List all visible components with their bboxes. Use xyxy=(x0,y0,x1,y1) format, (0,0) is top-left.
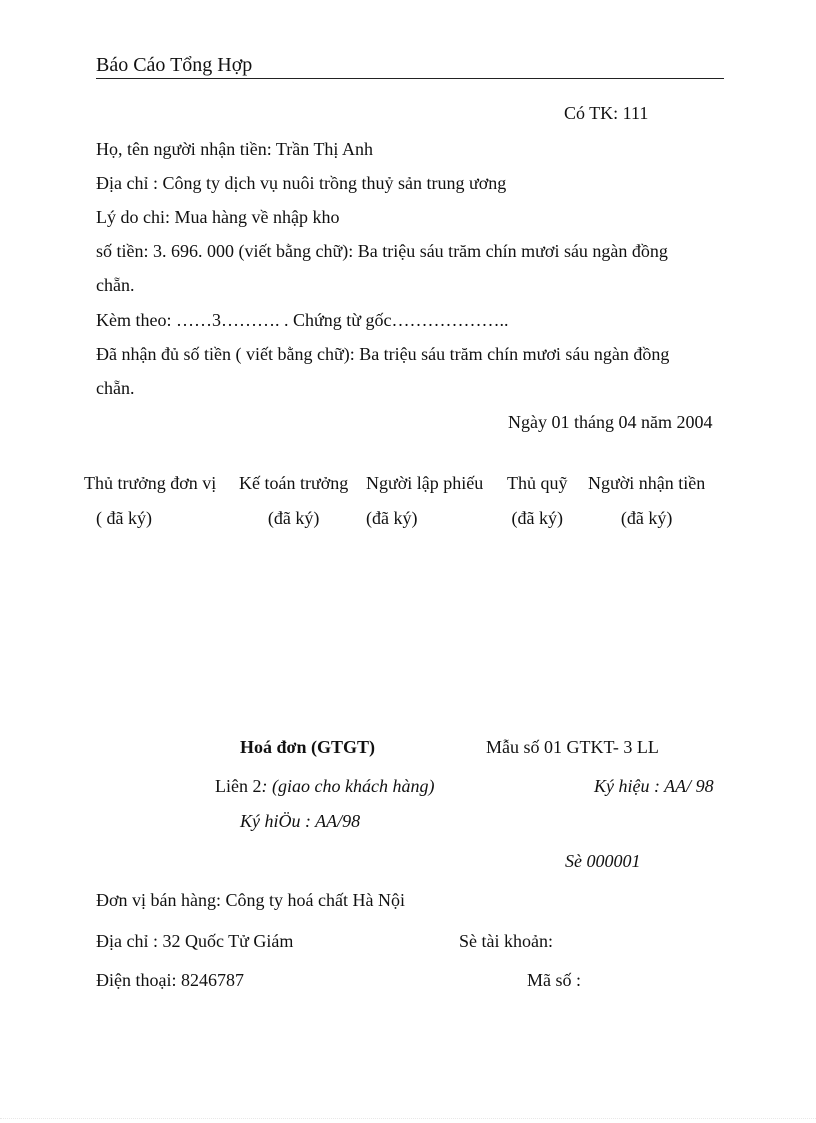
signature-block xyxy=(84,474,216,527)
signature-status: ( đã ký) xyxy=(96,508,152,528)
signature-block xyxy=(507,474,568,527)
signature-role: Thủ quỹ xyxy=(507,473,568,493)
seller-bank-account: Sè tài khoản: xyxy=(459,931,553,951)
signature-status: (đã ký) xyxy=(267,508,320,528)
signature-status: (đã ký) xyxy=(366,508,418,528)
invoice-symbol: Ký hiệu : AA/ 98 xyxy=(594,776,714,796)
recipient-name: Họ, tên người nhận tiền: Trần Thị Anh xyxy=(96,139,373,159)
signature-block xyxy=(588,474,705,527)
seller-phone: Điện thoại: 8246787 xyxy=(96,970,244,990)
amount-line: số tiền: 3. 696. 000 (viết bằng chữ): Ba triệu sáu trăm chín mươi sáu ngàn đồng xyxy=(96,241,668,261)
recipient-address: Địa chỉ : Công ty dịch vụ nuôi trồng thuỷ sản trung ương xyxy=(96,173,507,193)
attached-documents: Kèm theo: ……3………. . Chứng từ gốc……………….. xyxy=(96,310,509,330)
signature-role: Thủ trưởng đơn vị xyxy=(84,473,217,493)
invoice-form-number: Mẫu số 01 GTKT- 3 LL xyxy=(486,737,659,757)
invoice-copy-note: : (giao cho khách hàng) xyxy=(261,776,435,796)
signature-status: (đã ký) xyxy=(620,508,673,528)
amount-line-continued: chẵn. xyxy=(96,275,135,295)
account-code: Có TK: 111 xyxy=(564,103,649,123)
seller-tax-code: Mã số : xyxy=(527,970,581,990)
receipt-date: Ngày 01 tháng 04 năm 2004 xyxy=(508,412,713,432)
seller-address: Địa chỉ : 32 Quốc Tử Giám xyxy=(96,931,294,951)
signature-role: Người nhận tiền xyxy=(588,473,706,493)
document-header-title: Báo Cáo Tổng Hợp xyxy=(96,54,253,76)
seller-name: Đơn vị bán hàng: Công ty hoá chất Hà Nội xyxy=(96,890,405,910)
invoice-symbol-secondary: Ký hiÖu : AA/98 xyxy=(240,811,361,831)
signature-role: Người lập phiếu xyxy=(366,473,484,493)
invoice-number: Sè 000001 xyxy=(565,851,641,871)
received-amount-line-continued: chẵn. xyxy=(96,378,135,398)
invoice-copy xyxy=(215,777,434,795)
signature-status: (đã ký) xyxy=(511,508,563,528)
signature-role: Kế toán trưởng xyxy=(239,473,349,493)
invoice-title: Hoá đơn (GTGT) xyxy=(240,737,375,757)
received-amount-line: Đã nhận đủ số tiền ( viết bằng chữ): Ba triệu sáu trăm chín mươi sáu ngàn đồng xyxy=(96,344,670,364)
header-underline xyxy=(96,78,724,79)
invoice-copy-label: Liên 2 xyxy=(215,776,262,796)
signature-block xyxy=(239,474,348,527)
signature-block xyxy=(366,474,483,527)
payment-reason: Lý do chi: Mua hàng về nhập kho xyxy=(96,207,340,227)
page-bottom-border xyxy=(0,1118,816,1119)
